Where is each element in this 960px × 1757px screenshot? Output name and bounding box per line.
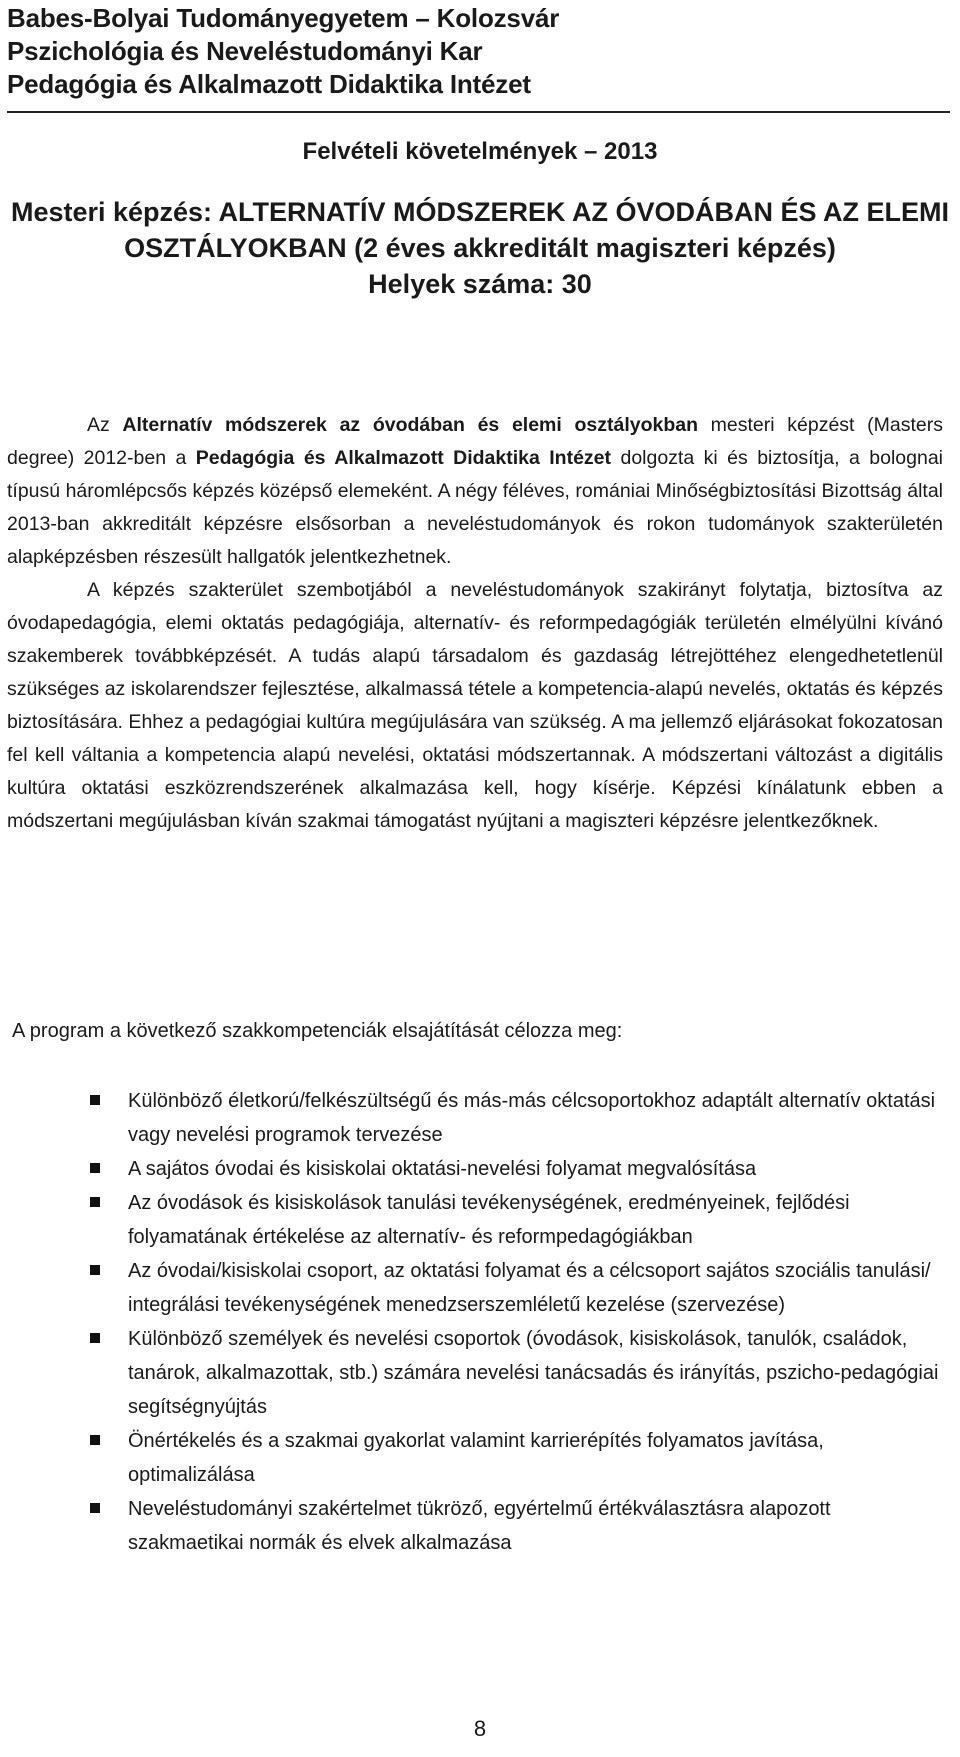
competency-item [90, 1084, 950, 1152]
title-line-1: Mesteri képzés: ALTERNATÍV MÓDSZEREK AZ ÓVODÁBAN ÉS AZ ELEMI [10, 197, 950, 227]
square-bullet-icon [90, 1435, 100, 1445]
square-bullet-icon [90, 1197, 100, 1207]
institute-name: Pedagógia és Alkalmazott Didaktika Intézet [195, 447, 612, 469]
square-bullet-icon [90, 1163, 100, 1173]
square-bullet-icon [90, 1503, 100, 1513]
program-name: Alternatív módszerek az óvodában és elemi osztályokban [122, 414, 699, 436]
document-subtitle: Felvételi követelmények – 2013 [302, 138, 658, 165]
title-line-2: OSZTÁLYOKBAN (2 éves akkreditált magiszteri képzés) [124, 233, 836, 263]
square-bullet-icon [90, 1265, 100, 1275]
competencies-intro: A program a következő szakkompetenciák elsajátítását célozza meg: [12, 1020, 623, 1042]
header-faculty: Pszichológia és Neveléstudományi Kar [7, 36, 483, 66]
competency-text: A sajátos óvodai és kisiskolai oktatási-nevelési folyamat megvalósítása [128, 1158, 757, 1180]
competency-text: Az óvodai/kisiskolai csoport, az oktatási folyamat és a célcsoport sajátos szociális tanulási/ integrálási tevékenységének menedzserszemléletű kezelése (szervezése) [128, 1260, 931, 1316]
competency-text: Az óvodások és kisiskolások tanulási tevékenységének, eredményeinek, fejlődési folyamatának értékelése az alternatív- és reformpedagógiákban [128, 1192, 850, 1248]
paragraph-intro [7, 409, 943, 574]
competency-item [90, 1322, 950, 1424]
competency-text: Önértékelés és a szakmai gyakorlat valamint karrierépítés folyamatos javítása, optimalizálása [128, 1430, 824, 1486]
paragraph-goals: A képzés szakterület szembotjából a neveléstudományok szakirányt folytatja, biztosítva az óvodapedagógia, elemi oktatás pedagógiája, alternatív- és reformpedagógiák területén elmélyülni kívánó szakemberek továbbképzését. A tudás alapú társadalom és gazdaság létrejöttéhez elengedhetetlenül szükséges az iskolarendszer fejlesztése, alkalmassá tétele a kompetencia-alapú nevelés, oktatás és képzés biztosítására. Ehhez a pedagógiai kultúra megújulására van szükség. A ma jellemző eljárásokat fokozatosan fel kell váltania a kompetencia alapú nevelési, oktatási módszertannak. A módszertani változást a digitális kultúra oktatási eszközrendszerének alkalmazása kell, hogy kísérje. Képzési kínálatunk ebben a módszertani megújulásban kíván szakmai támogatást nyújtani a magiszteri képzésre jelentkezőknek. [7, 579, 943, 832]
competencies-list [90, 1084, 950, 1560]
competency-item [90, 1424, 950, 1492]
competency-item [90, 1186, 950, 1254]
competency-text: Különböző életkorú/felkészültségű és más-más célcsoportokhoz adaptált alternatív oktatási vagy nevelési programok tervezése [128, 1090, 936, 1146]
paragraph-intro-text-2: mesteri képzést (Masters degree) 2012-ben a [7, 414, 943, 469]
header-institute: Pedagógia és Alkalmazott Didaktika Intézet [7, 69, 531, 99]
paragraph-intro-text-3: dolgozta ki és biztosítja, a bolognai típusú háromlépcsős képzés középső elemeként. A négy féléves, romániai Minőségbiztosítási Bizottság által 2013-ban akkreditált képzésre elsősorban a neveléstudományok és rokon tudományok szakterületén alapképzésben részesült hallgatók jelentkezhetnek. [7, 447, 944, 568]
page-header [7, 2, 950, 113]
competency-text: Különböző személyek és nevelési csoportok (óvodások, kisiskolások, tanulók, családok, tanárok, alkalmazottak, stb.) számára nevelési tanácsadás és irányítás, pszicho-pedagógiai segítségnyújtás [128, 1328, 939, 1418]
paragraph-intro-text-1: Az [87, 414, 123, 436]
document-title [0, 194, 960, 302]
title-line-3: Helyek száma: 30 [368, 269, 592, 299]
body-text [7, 409, 943, 838]
square-bullet-icon [90, 1095, 100, 1105]
header-university: Babes-Bolyai Tudományegyetem – Kolozsvár [7, 3, 560, 33]
page-number: 8 [473, 1716, 487, 1741]
competency-item [90, 1254, 950, 1322]
competency-text: Neveléstudományi szakértelmet tükröző, egyértelmű értékválasztásra alapozott szakmaetikai normák és elvek alkalmazása [128, 1498, 831, 1554]
competency-item [90, 1492, 950, 1560]
competency-item [90, 1152, 950, 1186]
square-bullet-icon [90, 1333, 100, 1343]
